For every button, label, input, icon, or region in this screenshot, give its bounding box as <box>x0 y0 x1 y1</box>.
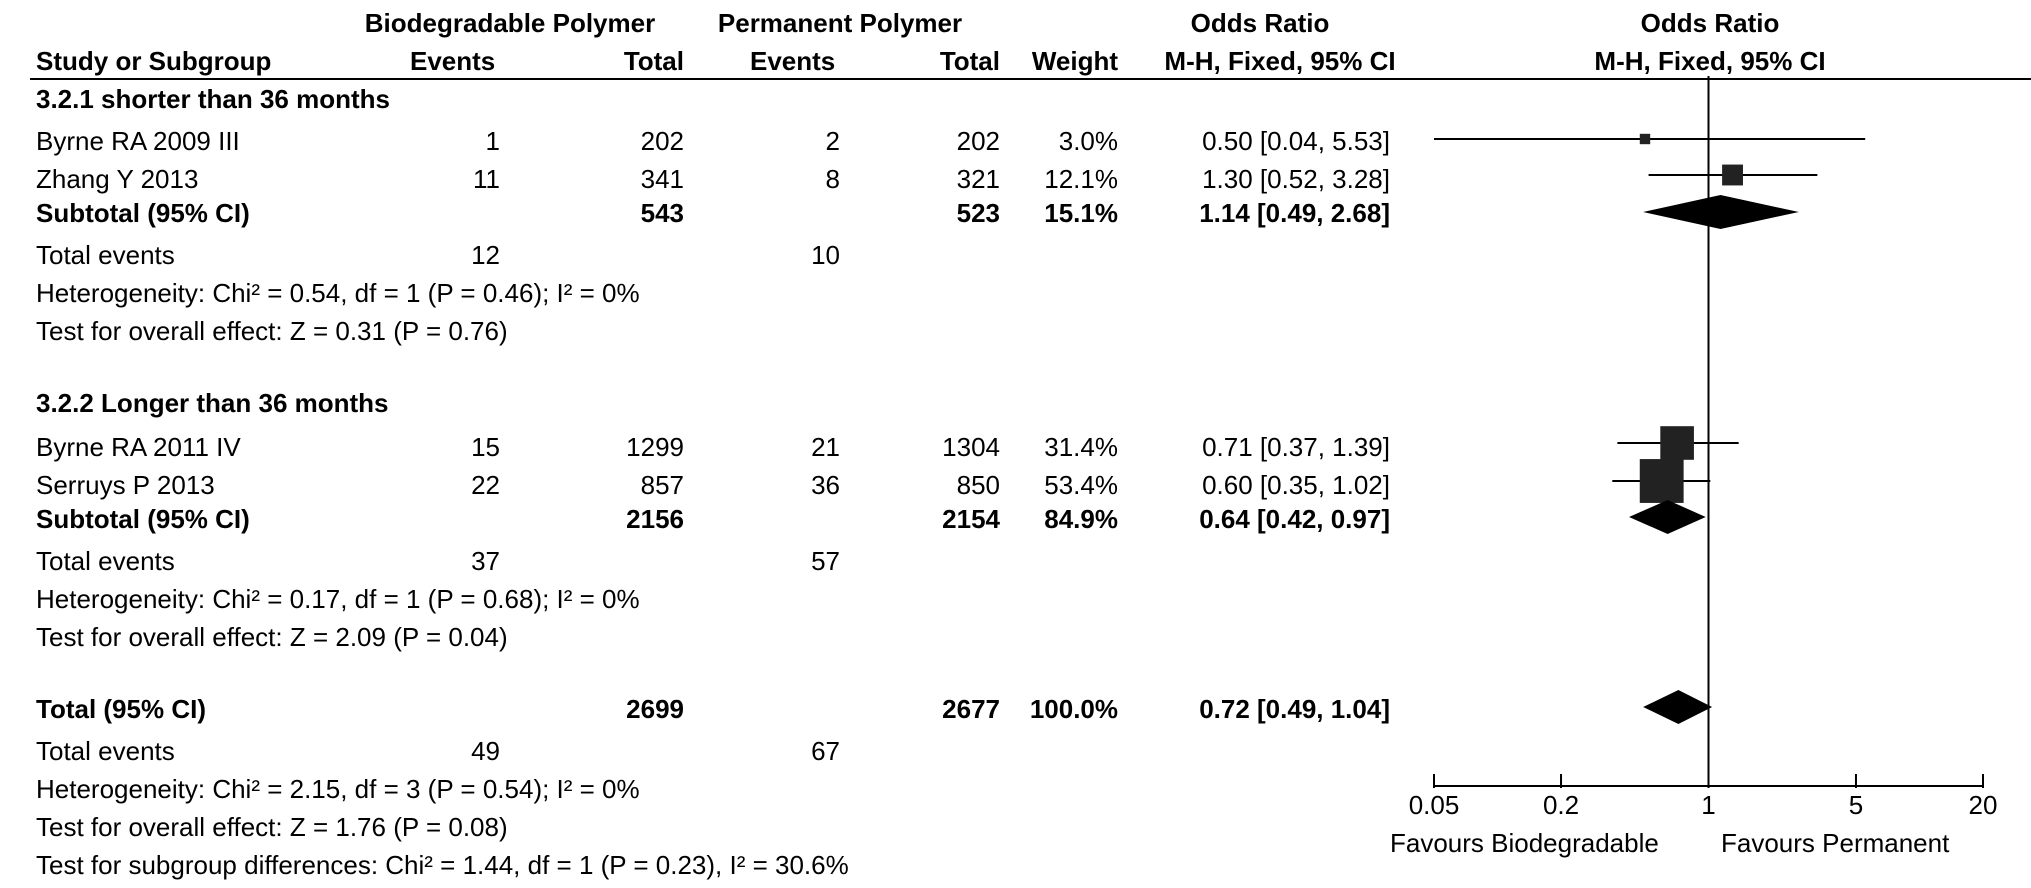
plot-method-header: M-H, Fixed, 95% CI <box>1594 46 1826 76</box>
weight-value: 3.0% <box>1058 126 1118 156</box>
favours-left-label: Favours Biodegradable <box>1390 828 1659 858</box>
group1-header: Biodegradable Polymer <box>364 8 656 38</box>
total-events1: 37 <box>471 546 500 576</box>
total-total2: 2677 <box>942 694 1000 724</box>
events1-value: 22 <box>471 470 500 500</box>
overall-effect-text: Test for overall effect: Z = 2.09 (P = 0.04) <box>36 622 508 652</box>
subtotal-ci: 0.64 [0.42, 0.97] <box>1199 504 1390 534</box>
total-label: Total (95% CI) <box>36 694 206 724</box>
subgroup-title: 3.2.1 shorter than 36 months <box>36 84 390 114</box>
total2-value: 202 <box>956 126 1000 156</box>
heterogeneity-text: Heterogeneity: Chi² = 0.54, df = 1 (P = 0.46); I² = 0% <box>36 278 640 308</box>
total-events1: 49 <box>471 736 500 766</box>
study-column-header: Study or Subgroup <box>36 46 272 76</box>
x-tick-label: 0.2 <box>1542 790 1580 820</box>
pooled-diamond <box>1629 500 1706 534</box>
weight-value: 12.1% <box>1044 164 1118 194</box>
total-events1: 12 <box>471 240 500 270</box>
study-point <box>1640 134 1650 144</box>
study-name: Byrne RA 2009 III <box>36 126 240 156</box>
pooled-diamond <box>1643 195 1799 229</box>
total1-column-header: Total <box>623 46 684 76</box>
heterogeneity-text: Heterogeneity: Chi² = 0.17, df = 1 (P = 0.68); I² = 0% <box>36 584 640 614</box>
total-events-label: Total events <box>36 736 175 766</box>
events2-value: 21 <box>811 432 840 462</box>
or-ci-value: 0.60 [0.35, 1.02] <box>1202 470 1390 500</box>
weight-value: 53.4% <box>1044 470 1118 500</box>
subtotal-total2: 523 <box>956 198 1000 228</box>
total1-value: 1299 <box>626 432 684 462</box>
heterogeneity-text: Heterogeneity: Chi² = 2.15, df = 3 (P = 0.54); I² = 0% <box>36 774 640 804</box>
total-total1: 2699 <box>626 694 684 724</box>
overall-effect-text: Test for overall effect: Z = 1.76 (P = 0.08) <box>36 812 508 842</box>
total1-value: 202 <box>640 126 684 156</box>
total2-value: 1304 <box>942 432 1000 462</box>
events2-value: 8 <box>825 164 840 194</box>
total2-value: 321 <box>956 164 1000 194</box>
total1-value: 857 <box>640 470 684 500</box>
total-events-label: Total events <box>36 546 175 576</box>
x-tick-label: 0.05 <box>1408 790 1460 820</box>
total-ci: 0.72 [0.49, 1.04] <box>1199 694 1390 724</box>
plot-title: Odds Ratio <box>1640 8 1780 38</box>
events1-value: 1 <box>485 126 500 156</box>
or-column-title: Odds Ratio <box>1190 8 1330 38</box>
events2-value: 2 <box>825 126 840 156</box>
total-events2: 67 <box>811 736 840 766</box>
subtotal-weight: 15.1% <box>1044 198 1118 228</box>
study-name: Zhang Y 2013 <box>36 164 199 194</box>
events1-value: 11 <box>473 164 500 194</box>
group2-header: Permanent Polymer <box>717 8 963 38</box>
study-point <box>1660 426 1694 460</box>
study-point <box>1640 459 1684 503</box>
subgroup-differences-text: Test for subgroup differences: Chi² = 1.44, df = 1 (P = 0.23), I² = 30.6% <box>36 850 849 880</box>
study-name: Serruys P 2013 <box>36 470 215 500</box>
subtotal-label: Subtotal (95% CI) <box>36 504 250 534</box>
study-point <box>1722 165 1743 186</box>
or-ci-value: 0.71 [0.37, 1.39] <box>1202 432 1390 462</box>
total2-value: 850 <box>956 470 1000 500</box>
or-method-header: M-H, Fixed, 95% CI <box>1164 46 1396 76</box>
subtotal-total1: 2156 <box>626 504 684 534</box>
events2-value: 36 <box>811 470 840 500</box>
study-name: Byrne RA 2011 IV <box>36 432 241 462</box>
x-tick-label: 20 <box>1968 790 1998 820</box>
x-tick-label: 1 <box>1701 790 1716 820</box>
total1-value: 341 <box>640 164 684 194</box>
events2-column-header: Events <box>750 46 836 76</box>
subtotal-total2: 2154 <box>942 504 1000 534</box>
events1-value: 15 <box>471 432 500 462</box>
subgroup-title: 3.2.2 Longer than 36 months <box>36 388 389 418</box>
total-events2: 57 <box>811 546 840 576</box>
events1-column-header: Events <box>410 46 496 76</box>
subtotal-ci: 1.14 [0.49, 2.68] <box>1199 198 1390 228</box>
pooled-diamond <box>1643 690 1712 724</box>
x-tick-label: 5 <box>1848 790 1864 820</box>
subtotal-label: Subtotal (95% CI) <box>36 198 250 228</box>
weight-column-header: Weight <box>1031 46 1118 76</box>
total-events-label: Total events <box>36 240 175 270</box>
weight-value: 31.4% <box>1044 432 1118 462</box>
favours-right-label: Favours Permanent <box>1721 828 1950 858</box>
overall-effect-text: Test for overall effect: Z = 0.31 (P = 0.76) <box>36 316 508 346</box>
subtotal-total1: 543 <box>640 198 684 228</box>
total-weight: 100.0% <box>1029 694 1118 724</box>
or-ci-value: 1.30 [0.52, 3.28] <box>1202 164 1390 194</box>
total2-column-header: Total <box>939 46 1000 76</box>
or-ci-value: 0.50 [0.04, 5.53] <box>1202 126 1390 156</box>
total-events2: 10 <box>811 240 840 270</box>
subtotal-weight: 84.9% <box>1044 504 1118 534</box>
